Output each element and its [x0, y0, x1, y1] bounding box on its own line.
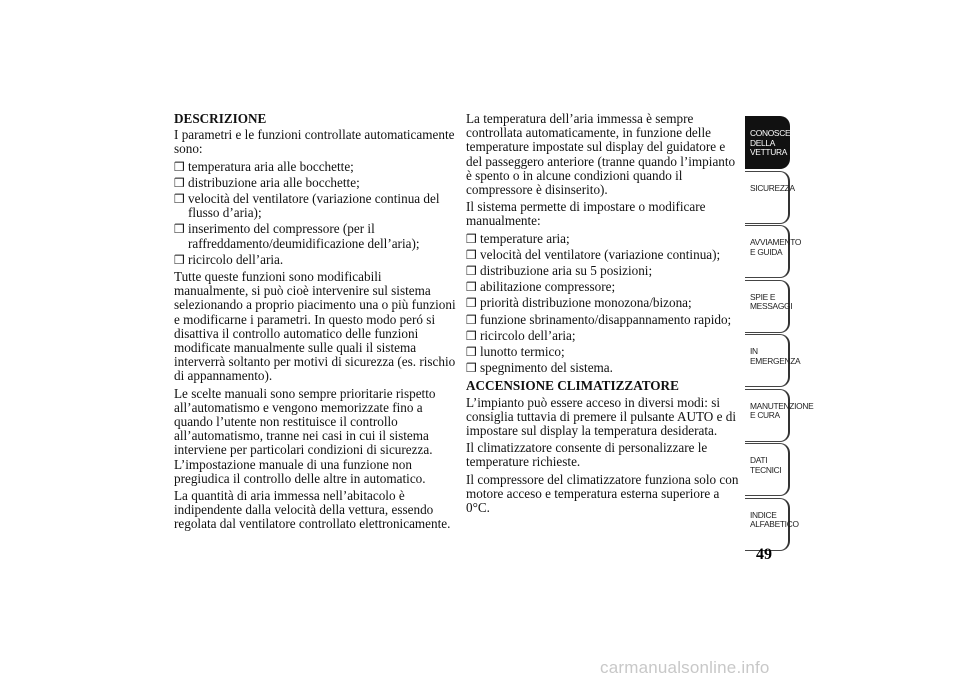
tab-indice-alfabetico[interactable]: INDICE ALFABETICO [745, 498, 790, 551]
checkbox-bullet-icon: ❒ [466, 328, 477, 343]
tab-spie-e-messaggi[interactable]: SPIE E MESSAGGI [745, 280, 790, 333]
list-item: ❒ distribuzione aria alle bocchette; [174, 174, 360, 190]
section-heading-descrizione: DESCRIZIONE [174, 111, 267, 126]
body-paragraph: La quantità di aria immessa nell’abitacolo è indipendente dalla velocità della vettura, essendo regolata dal ventilatore controllato elettronicamente. [174, 488, 451, 532]
tab-conoscenza-della-vettura[interactable]: CONOSCENZA DELLA VETTURA [745, 116, 790, 169]
checkbox-bullet-icon: ❒ [174, 192, 185, 207]
section-heading-accensione: ACCENSIONE CLIMATIZZATORE [466, 378, 679, 394]
tab-manutenzione-e-cura[interactable]: MANUTENZIONE E CURA [745, 389, 790, 442]
checkbox-bullet-icon: ❒ [174, 222, 185, 237]
body-paragraph: Le scelte manuali sono sempre prioritarie rispetto all’automatismo e vengono memorizzate fino a quando l’utente non restituisce il controllo all’automatismo, tranne nei casi in cui il sistema interviene per particolari condizioni di sicurezza. L’impostazione manuale di una funzione non pregiudica il controllo delle altre in automatico. [174, 385, 436, 486]
body-paragraph: L’impianto può essere acceso in diversi modi: si consiglia tuttavia di premere il pulsante AUTO e di impostare sul display la temperatura desiderata. [466, 394, 737, 439]
body-paragraph: Il compressore del climatizzatore funziona solo con motore acceso e temperatura esterna superiore a 0°C. [466, 471, 739, 516]
list-item: ❒ ricircolo dell’aria. [174, 251, 284, 267]
list-item: ❒ velocità del ventilatore (variazione continua del flusso d’aria); [174, 191, 440, 221]
list-item: ❒ inserimento del compressore (per il raffreddamento/deumidificazione dell’aria); [174, 221, 420, 251]
list-item: ❒ abilitazione compressore; [466, 279, 616, 295]
checkbox-bullet-icon: ❒ [466, 280, 477, 295]
body-paragraph: Tutte queste funzioni sono modificabili manualmente, si può cioè intervenire sul sistema selezionando a proprio piacimento una o più funzioni e modificarne i parametri. In questo modo peró si disattiva il controllo automatico delle funzioni modificate manualmente sulle quali il sistema interverrà soltanto per motivi di sicurezza (es. rischio di appannamento). [174, 269, 456, 384]
checkbox-bullet-icon: ❒ [174, 175, 185, 190]
tab-in-emergenza[interactable]: IN EMERGENZA [745, 334, 790, 387]
checkbox-bullet-icon: ❒ [466, 345, 477, 360]
list-item: ❒ spegnimento del sistema. [466, 360, 613, 376]
chapter-tab-strip [745, 116, 814, 552]
page-number: 49 [756, 546, 772, 563]
checkbox-bullet-icon: ❒ [466, 312, 477, 327]
body-paragraph: Il climatizzatore consente di personalizzare le temperature richieste. [466, 440, 708, 470]
list-item: ❒ ricircolo dell’aria; [466, 327, 576, 343]
list-item: ❒ velocità del ventilatore (variazione continua); [466, 246, 721, 262]
checkbox-bullet-icon: ❒ [466, 264, 477, 279]
list-item: ❒ distribuzione aria su 5 posizioni; [466, 263, 653, 279]
watermark: carmanualsonline.info [600, 658, 770, 677]
checkbox-bullet-icon: ❒ [466, 361, 477, 376]
list-item: ❒ temperature aria; [466, 230, 570, 246]
list-item: ❒ funzione sbrinamento/disappannamento rapido; [466, 311, 732, 327]
list-item: ❒ lunotto termico; [466, 344, 565, 360]
right-column [466, 112, 744, 518]
checkbox-bullet-icon: ❒ [466, 231, 477, 246]
left-column [174, 112, 456, 535]
automatic-functions-list [174, 160, 456, 267]
body-paragraph: La temperatura dell’aria immessa è sempre controllata automaticamente, in funzione delle temperature impostate sul display del guidatore e del passeggero anteriore (tranne quando l’impianto è spento o in alcune condizioni quando il compressore è disinserito). [466, 111, 736, 198]
checkbox-bullet-icon: ❒ [174, 159, 185, 174]
body-paragraph: Il sistema permette di impostare o modificare manualmente: [466, 199, 706, 229]
checkbox-bullet-icon: ❒ [174, 252, 185, 267]
tab-dati-tecnici[interactable]: DATI TECNICI [745, 443, 790, 496]
checkbox-bullet-icon: ❒ [466, 247, 477, 262]
list-item: ❒ priorità distribuzione monozona/bizona; [466, 295, 692, 311]
tab-avviamento-e-guida[interactable]: AVVIAMENTO E GUIDA [745, 225, 790, 278]
checkbox-bullet-icon: ❒ [466, 296, 477, 311]
intro-paragraph: I parametri e le funzioni controllate automaticamente sono: [174, 127, 455, 157]
tab-sicurezza[interactable]: SICUREZZA [745, 171, 790, 224]
list-item: ❒ temperatura aria alle bocchette; [174, 158, 354, 174]
manual-settings-list [466, 232, 744, 376]
